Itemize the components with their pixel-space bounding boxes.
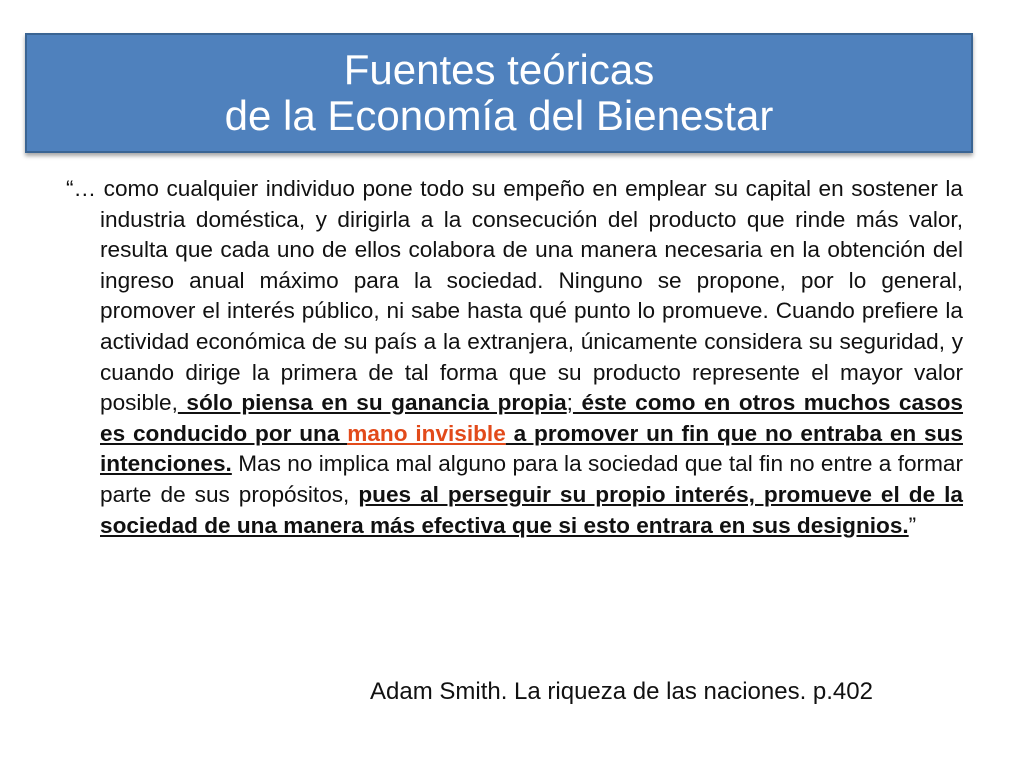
quote-paragraph: [66, 174, 964, 541]
quote-closing-mark: ”: [908, 512, 917, 538]
quote-emphasis-conducido: éste como en otros muchos casos es conducido por una: [100, 390, 964, 446]
quote-text-intro: “… como cualquier individuo pone todo su empeño en emplear su capital en sostener la industria doméstica, y dirigirla a la consecución del producto que rinde más valor, resulta que cada uno de ellos colabora de una manera necesaria en la obtención del ingreso anual máximo para la sociedad. Ninguno se propone, por lo general, promover el interés público, ni sabe hasta qué punto lo promueve. Cuando prefiere la actividad económica de su país a la extranjera, únicamente considera su seguridad, y cuando dirige la primera de tal forma que su producto represente el mayor valor posible,: [66, 176, 963, 416]
quote-emphasis-interes: pues al perseguir su propio interés, promueve el de la sociedad de una manera más efectiva que si esto entrara en sus designios.: [100, 481, 963, 538]
quote-emphasis-fin: a promover un fin que no entraba en sus intenciones.: [100, 420, 963, 477]
quote-text-middle: Mas no implica mal alguno para la sociedad que tal fin no entre a formar parte de sus propósitos,: [100, 451, 963, 507]
title-line-1: Fuentes teóricas: [343, 46, 655, 93]
quote-semicolon: ;: [566, 390, 573, 416]
citation: Adam Smith. La riqueza de las naciones. p.402: [370, 678, 873, 705]
quote-mano-invisible: mano invisible: [347, 420, 506, 446]
title-line-2: de la Economía del Bienestar: [224, 92, 774, 139]
title-box: [25, 33, 973, 153]
quote-emphasis-ganancia: sólo piensa en su ganancia propia: [177, 390, 567, 416]
